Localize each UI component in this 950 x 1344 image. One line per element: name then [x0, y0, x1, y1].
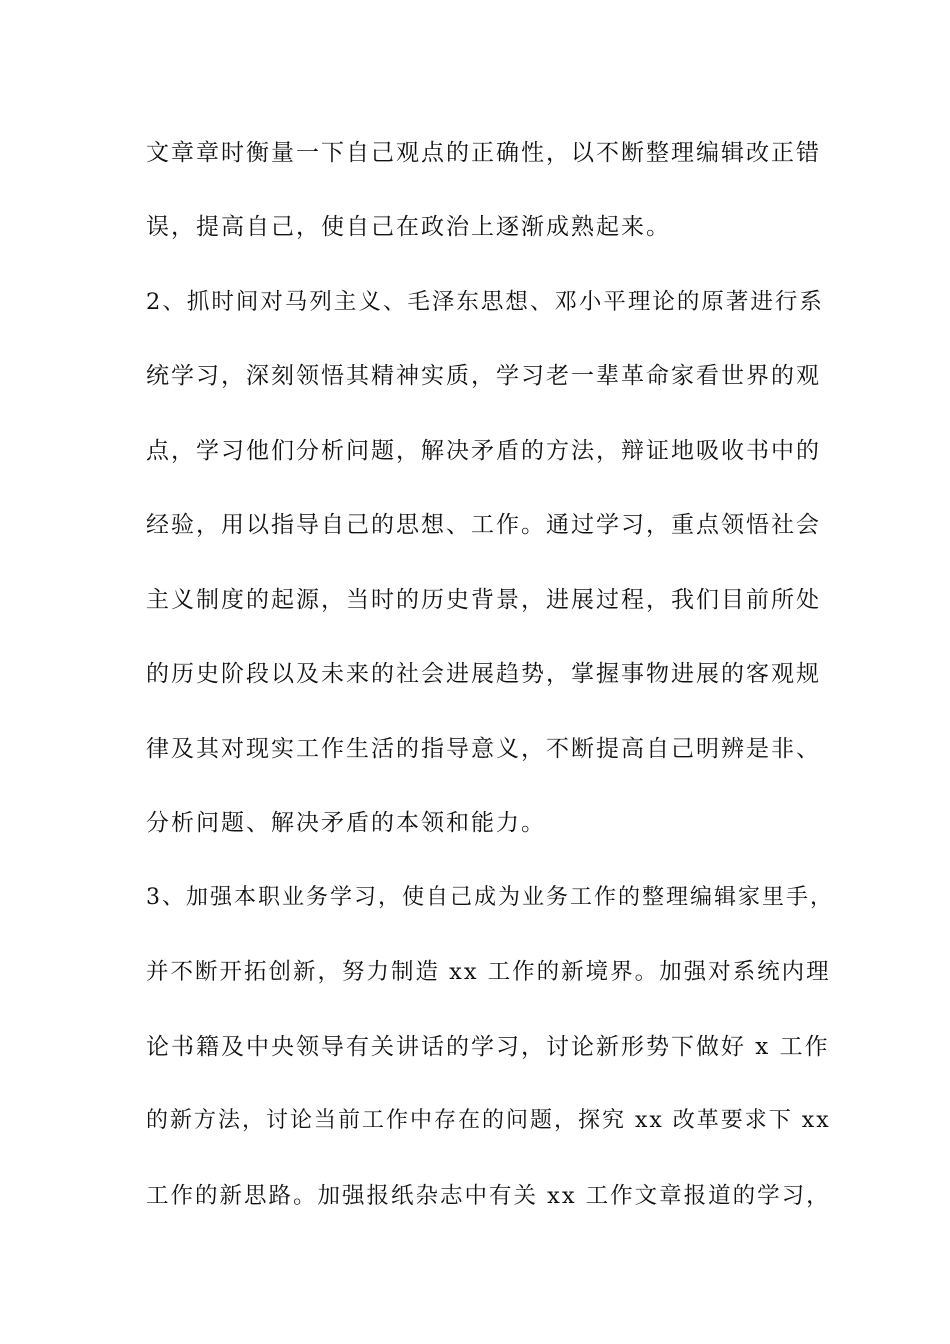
text-line: 工作的新思路。加强报纸杂志中有关 xx 工作文章报道的学习，: [146, 1183, 831, 1209]
text-line: 2、抓时间对马列主义、毛泽东思想、邓小平理论的原著进行系: [146, 289, 824, 315]
text-line: 律及其对现实工作生活的指导意义，不断提高自己明辨是非、: [146, 736, 821, 762]
text-line: 3、加强本职业务学习，使自己成为业务工作的整理编辑家里手，: [146, 885, 834, 910]
text-line: 并不断开拓创新，努力制造 xx 工作的新境界。加强对系统内理: [146, 959, 831, 985]
text-line: 误，提高自己，使自己在政治上逐渐成熟起来。: [146, 214, 671, 240]
text-line: 统学习，深刻领悟其精神实质，学习老一辈革命家看世界的观: [146, 363, 821, 389]
text-line: 主义制度的起源，当时的历史背景，进展过程，我们目前所处: [146, 587, 821, 613]
text-line: 的历史阶段以及未来的社会进展趋势，掌握事物进展的客观规: [146, 661, 821, 687]
text-line: 经验，用以指导自己的思想、工作。通过学习，重点领悟社会: [146, 512, 821, 538]
text-line: 点，学习他们分析问题，解决矛盾的方法，辩证地吸收书中的: [146, 438, 821, 464]
text-line: 分析问题、解决矛盾的本领和能力。: [146, 810, 546, 836]
text-line: 论书籍及中央领导有关讲话的学习，讨论新形势下做好 x 工作: [146, 1034, 830, 1060]
text-line: 的新方法，讨论当前工作中存在的问题，探究 xx 改革要求下 xx: [146, 1108, 831, 1133]
text-line: 文章章时衡量一下自己观点的正确性，以不断整理编辑改正错: [146, 140, 821, 166]
